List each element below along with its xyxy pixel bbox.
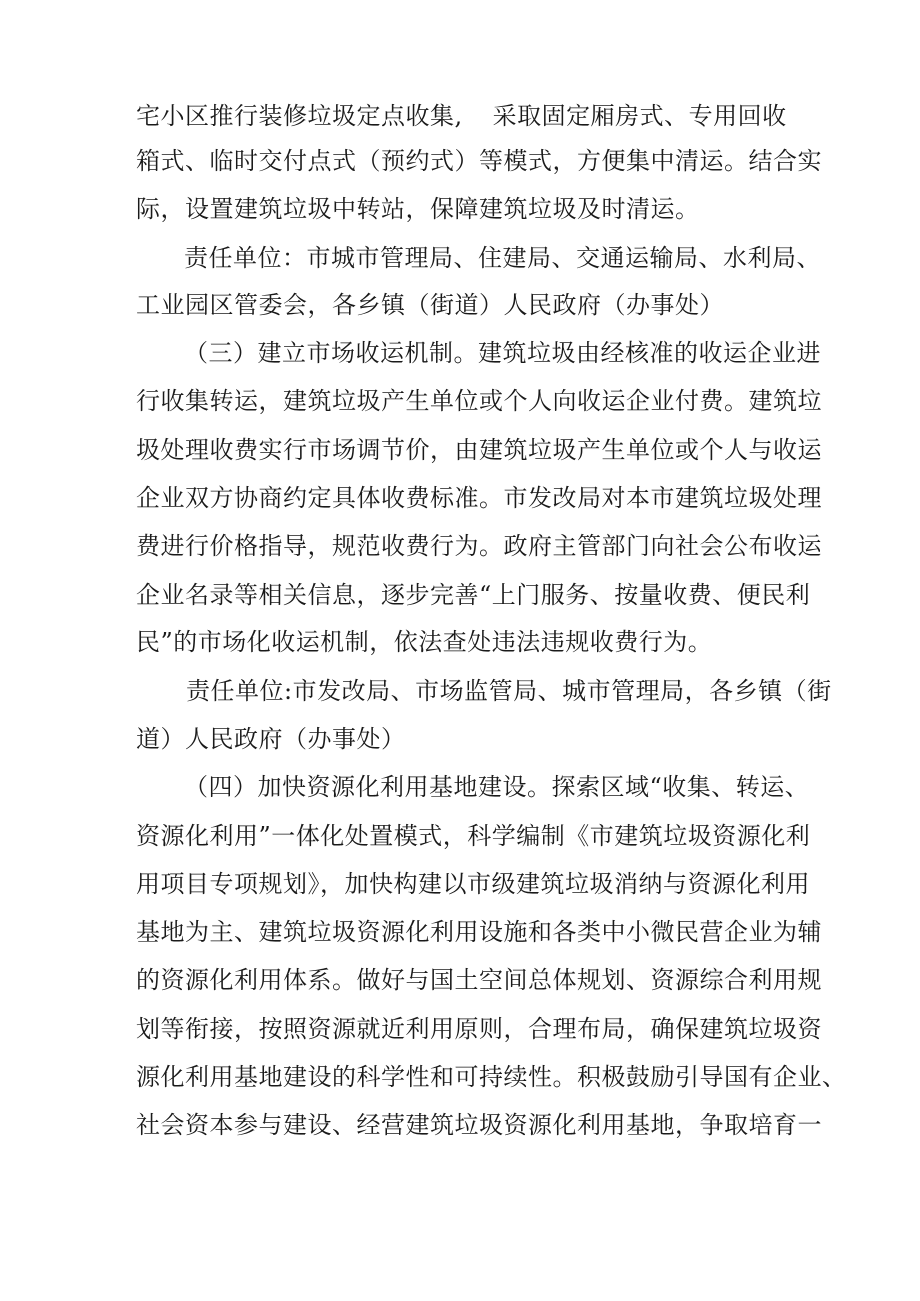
paragraph-line: 道）人民政府（办事处）	[136, 725, 406, 753]
paragraph-line: 行收集转运，建筑垃圾产生单位或个人向收运企业付费。建筑垃	[136, 387, 822, 415]
paragraph-line: 用项目专项规划》，加快构建以市级建筑垃圾消纳与资源化利用	[136, 870, 810, 898]
paragraph-line: 费进行价格指导，规范收费行为。政府主管部门向社会公布收运	[136, 532, 822, 560]
paragraph-line: 资源化利用”一体化处置模式，科学编制《市建筑垃圾资源化利	[136, 822, 811, 850]
paragraph-line: 际，设置建筑垃圾中转站，保障建筑垃圾及时清运。	[136, 195, 700, 223]
paragraph-line: 的资源化利用体系。做好与国土空间总体规划、资源综合利用规	[136, 966, 822, 994]
paragraph-line: 企业双方协商约定具体收费标准。市发改局对本市建筑垃圾处理	[136, 484, 822, 512]
paragraph-line: 民”的市场化收运机制，依法查处违法违规收费行为。	[136, 628, 713, 656]
line-segment: 采取固定厢房式、专用回收	[492, 102, 787, 130]
paragraph-line: 责任单位:市发改局、市场监管局、城市管理局，各乡镇（街	[186, 677, 832, 705]
paragraph-line: 划等衔接，按照资源就近利用原则，合理布局，确保建筑垃圾资	[136, 1015, 822, 1043]
paragraph-line: 工业园区管委会，各乡镇（街道）人民政府（办事处）	[136, 291, 724, 319]
paragraph-line: 社会资本参与建设、经营建筑垃圾资源化利用基地，争取培育一	[136, 1111, 822, 1139]
paragraph-line: 基地为主、建筑垃圾资源化利用设施和各类中小微民营企业为辅	[136, 918, 822, 946]
paragraph-line: 源化利用基地建设的科学性和可持续性。积极鼓励引导国有企业、	[136, 1063, 847, 1091]
paragraph-line: 企业名录等相关信息，逐步完善“上门服务、按量收费、便民利	[136, 581, 811, 609]
paragraph-line: 箱式、临时交付点式（预约式）等模式，方便集中清运。结合实	[136, 147, 822, 175]
paragraph-line: 责任单位：市城市管理局、住建局、交通运输局、水利局、	[184, 244, 821, 272]
paragraph-line: （三）建立市场收运机制。建筑垃圾由经核准的收运企业进	[184, 339, 821, 367]
paragraph-line: （四）加快资源化利用基地建设。探索区域“收集、转运、	[184, 773, 810, 801]
line-segment: 宅小区推行装修垃圾定点收集,	[136, 102, 463, 130]
paragraph-line: 圾处理收费实行市场调节价，由建筑垃圾产生单位或个人与收运	[136, 436, 822, 464]
paragraph-line	[136, 101, 796, 131]
